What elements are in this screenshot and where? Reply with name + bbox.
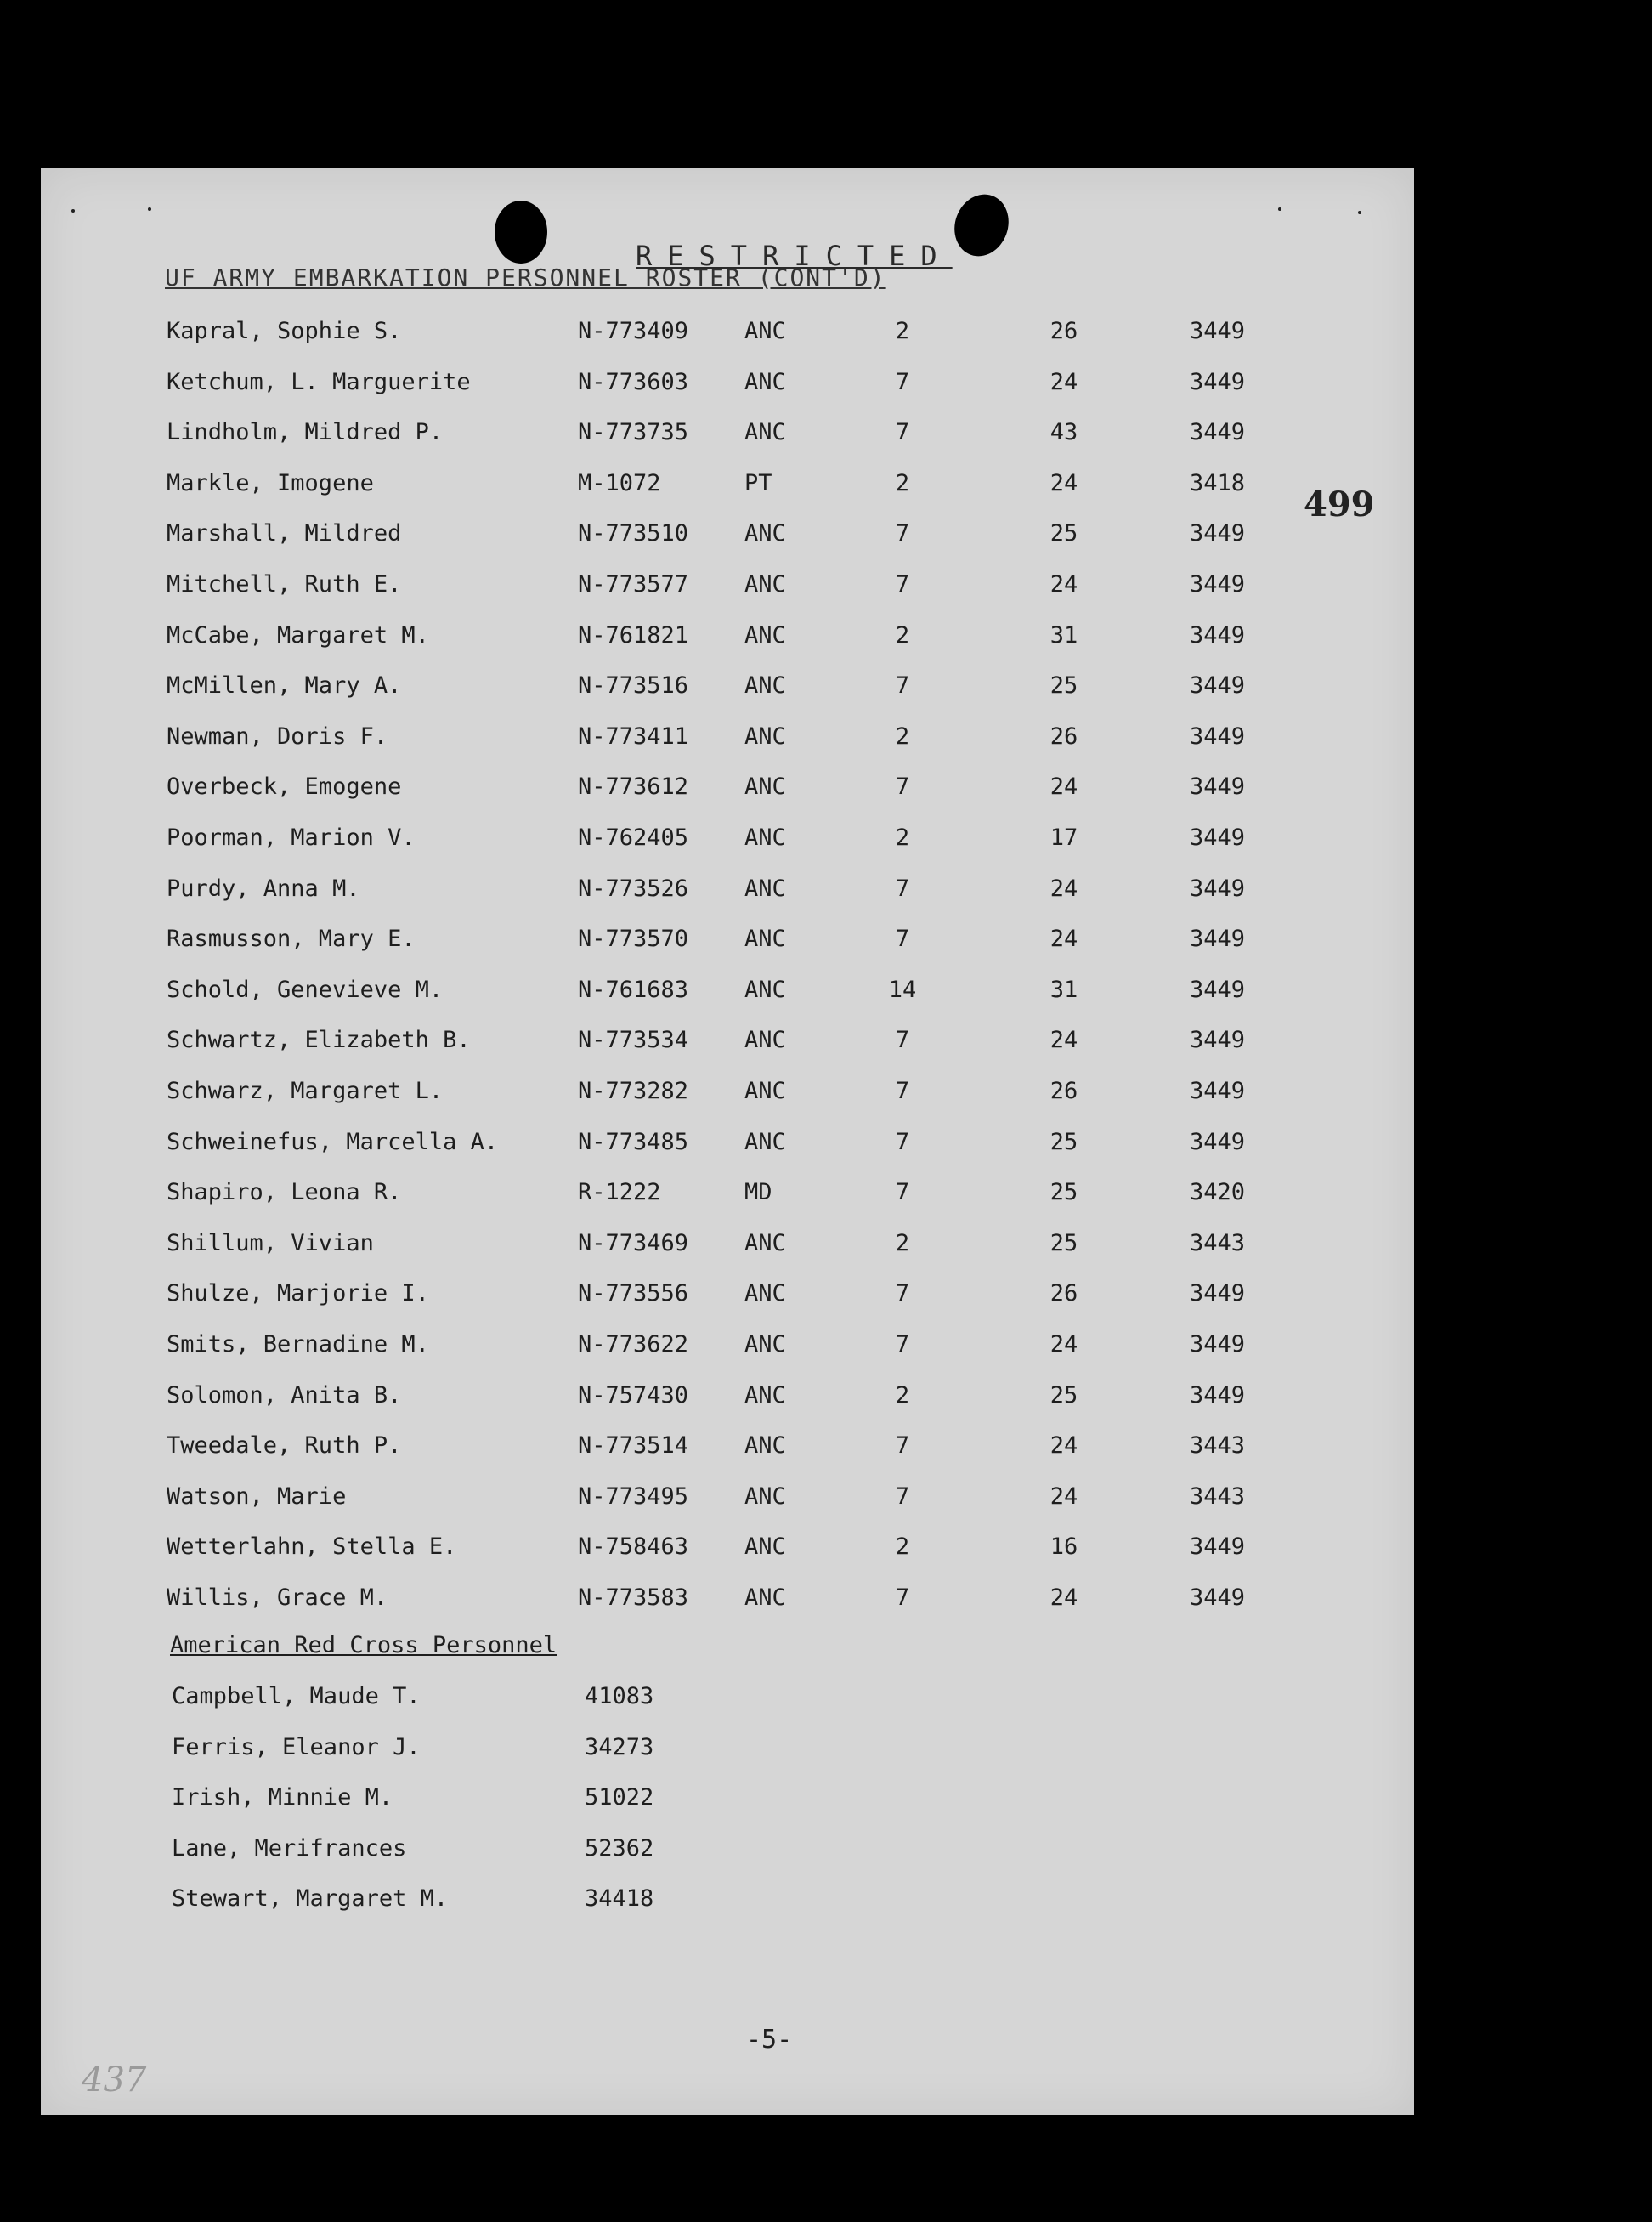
table-row <box>41 672 1414 706</box>
serial-number: N-773411 <box>578 723 689 750</box>
person-name: Newman, Doris F. <box>167 723 388 750</box>
column-b-value: 31 <box>1049 976 1078 1003</box>
column-c-value: 3443 <box>1190 1482 1246 1510</box>
column-c-value: 3449 <box>1190 571 1246 598</box>
roster-header: UF ARMY EMBARKATION PERSONNEL ROSTER (CONT'D) <box>165 264 886 292</box>
person-name: Shulze, Marjorie I. <box>167 1280 429 1307</box>
column-b-value: 24 <box>1049 571 1078 598</box>
speck <box>71 209 75 213</box>
column-a-value: 7 <box>895 571 910 598</box>
column-c-value: 3449 <box>1190 1533 1246 1561</box>
column-b-value: 24 <box>1049 774 1078 801</box>
column-a-value: 2 <box>895 469 910 496</box>
column-b-value: 24 <box>1049 1027 1078 1054</box>
branch-code: ANC <box>744 1280 786 1307</box>
person-name: Smits, Bernadine M. <box>167 1331 429 1358</box>
column-b-value: 25 <box>1049 520 1078 547</box>
column-b-value: 16 <box>1049 1533 1078 1561</box>
table-row <box>41 1331 1414 1365</box>
person-name: Ferris, Eleanor J. <box>172 1733 421 1760</box>
branch-code: ANC <box>744 1432 786 1460</box>
serial-number: N-773583 <box>578 1584 689 1611</box>
column-c-value: 3449 <box>1190 1331 1246 1358</box>
person-name: Campbell, Maude T. <box>172 1683 421 1709</box>
column-b-value: 24 <box>1049 1432 1078 1460</box>
column-c-value: 3449 <box>1190 1078 1246 1104</box>
table-row <box>41 825 1414 859</box>
branch-code: ANC <box>744 1229 786 1256</box>
column-c-value: 3449 <box>1190 368 1246 395</box>
list-item <box>41 1734 1414 1768</box>
person-name: Overbeck, Emogene <box>167 774 402 801</box>
table-row <box>41 571 1414 605</box>
branch-code: ANC <box>744 1584 786 1611</box>
branch-code: ANC <box>744 1027 786 1054</box>
table-row <box>41 1230 1414 1264</box>
column-a-value: 2 <box>895 1533 910 1561</box>
table-row <box>41 1483 1414 1517</box>
column-b-value: 24 <box>1049 368 1078 395</box>
serial-number: N-773735 <box>578 419 689 446</box>
serial-number: R-1222 <box>578 1179 661 1206</box>
serial-number: N-757430 <box>578 1381 689 1409</box>
person-name: Irish, Minnie M. <box>172 1784 393 1811</box>
person-name: Schweinefus, Marcella A. <box>167 1128 499 1155</box>
restricted-stamp: RESTRICTED <box>636 240 953 272</box>
column-a-value: 7 <box>895 1027 910 1054</box>
column-a-value: 7 <box>895 1482 910 1510</box>
column-c-value: 3418 <box>1190 469 1246 496</box>
branch-code: MD <box>744 1179 772 1206</box>
table-row <box>41 622 1414 656</box>
table-row <box>41 876 1414 910</box>
list-item <box>41 1683 1414 1717</box>
branch-code: ANC <box>744 926 786 953</box>
column-a-value: 7 <box>895 1179 910 1206</box>
column-a-value: 7 <box>895 1128 910 1155</box>
branch-code: PT <box>744 469 772 496</box>
table-row <box>41 419 1414 453</box>
person-name: Schwartz, Elizabeth B. <box>167 1027 471 1054</box>
column-b-value: 26 <box>1049 318 1078 344</box>
person-name: Watson, Marie <box>167 1482 347 1510</box>
column-c-value: 3449 <box>1190 672 1246 700</box>
serial-number: N-773622 <box>578 1331 689 1358</box>
serial-number: N-773534 <box>578 1027 689 1054</box>
branch-code: ANC <box>744 520 786 547</box>
column-b-value: 31 <box>1049 621 1078 649</box>
branch-code: ANC <box>744 571 786 598</box>
margin-number: 499 <box>1304 485 1375 524</box>
person-name: Lane, Merifrances <box>172 1834 407 1862</box>
column-b-value: 26 <box>1049 1280 1078 1307</box>
column-b-value: 43 <box>1049 419 1078 446</box>
person-name: Schold, Genevieve M. <box>167 976 444 1003</box>
column-c-value: 3449 <box>1190 875 1246 902</box>
member-number: 34273 <box>585 1733 654 1760</box>
branch-code: ANC <box>744 1533 786 1561</box>
column-c-value: 3449 <box>1190 723 1246 750</box>
branch-code: ANC <box>744 1078 786 1104</box>
person-name: Mitchell, Ruth E. <box>167 571 402 598</box>
table-row <box>41 723 1414 757</box>
column-b-value: 25 <box>1049 1128 1078 1155</box>
column-c-value: 3449 <box>1190 1280 1246 1307</box>
table-row <box>41 1533 1414 1567</box>
column-b-value: 25 <box>1049 672 1078 700</box>
column-a-value: 2 <box>895 1381 910 1409</box>
person-name: Ketchum, L. Marguerite <box>167 368 471 395</box>
branch-code: ANC <box>744 1128 786 1155</box>
person-name: Purdy, Anna M. <box>167 875 360 902</box>
branch-code: ANC <box>744 318 786 344</box>
column-b-value: 25 <box>1049 1179 1078 1206</box>
member-number: 34418 <box>585 1885 654 1913</box>
branch-code: ANC <box>744 875 786 902</box>
column-b-value: 17 <box>1049 825 1078 851</box>
serial-number: N-773526 <box>578 875 689 902</box>
table-row <box>41 318 1414 352</box>
branch-code: ANC <box>744 774 786 801</box>
column-c-value: 3449 <box>1190 926 1246 953</box>
column-b-value: 24 <box>1049 469 1078 496</box>
serial-number: N-773516 <box>578 672 689 700</box>
person-name: Willis, Grace M. <box>167 1584 388 1611</box>
speck <box>1278 207 1281 211</box>
column-b-value: 24 <box>1049 875 1078 902</box>
list-item <box>41 1835 1414 1869</box>
person-name: Stewart, Margaret M. <box>172 1885 449 1913</box>
person-name: Shillum, Vivian <box>167 1229 374 1256</box>
table-row <box>41 1432 1414 1466</box>
member-number: 52362 <box>585 1834 654 1862</box>
branch-code: ANC <box>744 368 786 395</box>
column-a-value: 7 <box>895 926 910 953</box>
person-name: McMillen, Mary A. <box>167 672 402 700</box>
column-a-value: 2 <box>895 723 910 750</box>
column-c-value: 3449 <box>1190 419 1246 446</box>
serial-number: N-773570 <box>578 926 689 953</box>
column-b-value: 24 <box>1049 926 1078 953</box>
person-name: Solomon, Anita B. <box>167 1381 402 1409</box>
column-a-value: 7 <box>895 368 910 395</box>
column-b-value: 24 <box>1049 1331 1078 1358</box>
document-page <box>41 168 1414 2115</box>
table-row <box>41 520 1414 554</box>
column-c-value: 3443 <box>1190 1432 1246 1460</box>
serial-number: N-773282 <box>578 1078 689 1104</box>
table-row <box>41 1382 1414 1416</box>
column-a-value: 2 <box>895 318 910 344</box>
serial-number: N-773469 <box>578 1229 689 1256</box>
red-cross-section-title: American Red Cross Personnel <box>170 1632 557 1658</box>
person-name: Marshall, Mildred <box>167 520 402 547</box>
column-a-value: 7 <box>895 774 910 801</box>
speck <box>148 207 151 211</box>
column-c-value: 3449 <box>1190 976 1246 1003</box>
column-b-value: 25 <box>1049 1381 1078 1409</box>
branch-code: ANC <box>744 1381 786 1409</box>
person-name: Poorman, Marion V. <box>167 825 416 851</box>
branch-code: ANC <box>744 672 786 700</box>
table-row <box>41 1280 1414 1314</box>
person-name: Kapral, Sophie S. <box>167 318 402 344</box>
column-a-value: 7 <box>895 1432 910 1460</box>
column-b-value: 24 <box>1049 1584 1078 1611</box>
list-item <box>41 1784 1414 1818</box>
table-row <box>41 1027 1414 1061</box>
column-a-value: 7 <box>895 520 910 547</box>
column-c-value: 3449 <box>1190 520 1246 547</box>
column-c-value: 3449 <box>1190 774 1246 801</box>
column-c-value: 3449 <box>1190 1381 1246 1409</box>
branch-code: ANC <box>744 1331 786 1358</box>
branch-code: ANC <box>744 825 786 851</box>
column-a-value: 7 <box>895 1331 910 1358</box>
branch-code: ANC <box>744 723 786 750</box>
serial-number: N-761821 <box>578 621 689 649</box>
column-c-value: 3449 <box>1190 1584 1246 1611</box>
serial-number: N-758463 <box>578 1533 689 1561</box>
column-c-value: 3449 <box>1190 621 1246 649</box>
serial-number: N-762405 <box>578 825 689 851</box>
column-c-value: 3449 <box>1190 1128 1246 1155</box>
serial-number: N-773485 <box>578 1128 689 1155</box>
column-a-value: 7 <box>895 1280 910 1307</box>
person-name: Markle, Imogene <box>167 469 374 496</box>
column-a-value: 2 <box>895 621 910 649</box>
member-number: 51022 <box>585 1784 654 1811</box>
serial-number: N-773495 <box>578 1482 689 1510</box>
serial-number: N-773409 <box>578 318 689 344</box>
column-a-value: 7 <box>895 1584 910 1611</box>
table-row <box>41 926 1414 960</box>
table-row <box>41 977 1414 1011</box>
branch-code: ANC <box>744 419 786 446</box>
serial-number: N-773577 <box>578 571 689 598</box>
branch-code: ANC <box>744 621 786 649</box>
speck <box>1358 211 1361 214</box>
table-row <box>41 774 1414 808</box>
column-b-value: 25 <box>1049 1229 1078 1256</box>
person-name: Lindholm, Mildred P. <box>167 419 444 446</box>
column-c-value: 3443 <box>1190 1229 1246 1256</box>
column-b-value: 26 <box>1049 1078 1078 1104</box>
serial-number: N-773510 <box>578 520 689 547</box>
person-name: Wetterlahn, Stella E. <box>167 1533 457 1561</box>
table-row <box>41 1078 1414 1112</box>
member-number: 41083 <box>585 1683 654 1709</box>
column-a-value: 2 <box>895 825 910 851</box>
column-b-value: 24 <box>1049 1482 1078 1510</box>
column-c-value: 3420 <box>1190 1179 1246 1206</box>
serial-number: N-773556 <box>578 1280 689 1307</box>
table-row <box>41 1129 1414 1163</box>
column-a-value: 7 <box>895 672 910 700</box>
serial-number: N-761683 <box>578 976 689 1003</box>
column-b-value: 26 <box>1049 723 1078 750</box>
serial-number: N-773603 <box>578 368 689 395</box>
punch-hole-right <box>946 187 1017 264</box>
person-name: Shapiro, Leona R. <box>167 1179 402 1206</box>
table-row <box>41 470 1414 504</box>
column-a-value: 7 <box>895 419 910 446</box>
branch-code: ANC <box>744 976 786 1003</box>
person-name: Schwarz, Margaret L. <box>167 1078 444 1104</box>
pencil-annotation: 437 <box>82 2060 147 2100</box>
column-c-value: 3449 <box>1190 825 1246 851</box>
serial-number: M-1072 <box>578 469 661 496</box>
branch-code: ANC <box>744 1482 786 1510</box>
table-row <box>41 1584 1414 1618</box>
page-number: -5- <box>746 2025 793 2055</box>
person-name: McCabe, Margaret M. <box>167 621 429 649</box>
table-row <box>41 369 1414 403</box>
person-name: Tweedale, Ruth P. <box>167 1432 402 1460</box>
column-a-value: 7 <box>895 1078 910 1104</box>
serial-number: N-773514 <box>578 1432 689 1460</box>
column-a-value: 7 <box>895 875 910 902</box>
punch-hole-left <box>495 201 547 264</box>
column-c-value: 3449 <box>1190 318 1246 344</box>
column-c-value: 3449 <box>1190 1027 1246 1054</box>
table-row <box>41 1179 1414 1213</box>
person-name: Rasmusson, Mary E. <box>167 926 416 953</box>
column-a-value: 2 <box>895 1229 910 1256</box>
column-a-value: 14 <box>888 976 917 1003</box>
list-item <box>41 1885 1414 1919</box>
serial-number: N-773612 <box>578 774 689 801</box>
